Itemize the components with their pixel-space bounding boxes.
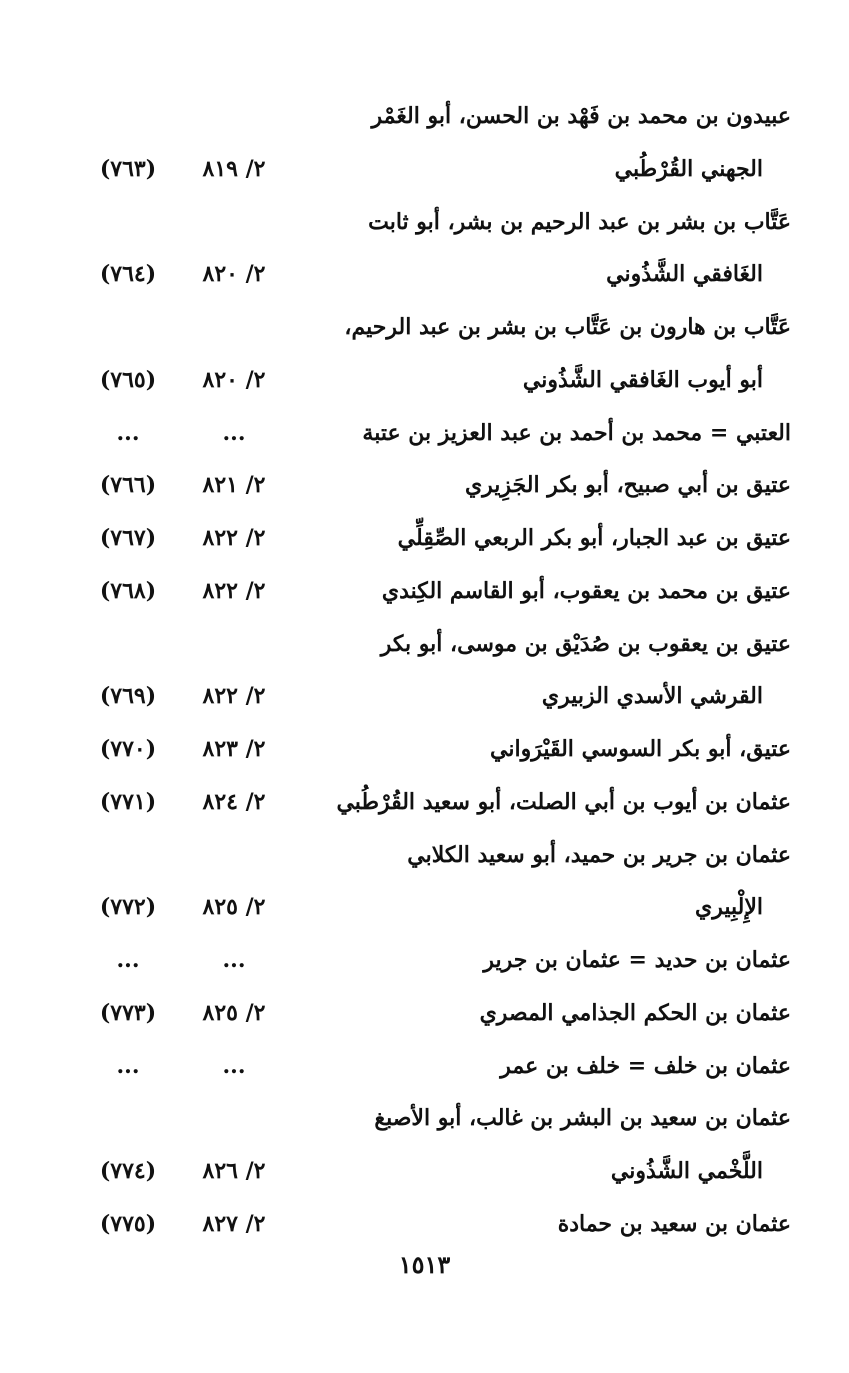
entry-name: عبيدون بن محمد بن فَهْد بن الحسن، أبو الغَمْر bbox=[371, 103, 791, 129]
volume-page-ref: ٢/ ٨٢٧ bbox=[202, 1211, 266, 1237]
entry-number: (٧٦٣) bbox=[99, 156, 157, 182]
entry-name: عتيق بن يعقوب بن صُدَيْق بن موسى، أبو بكر bbox=[380, 631, 791, 657]
entry-name: عتيق، أبو بكر السوسي القَيْرَواني bbox=[490, 736, 791, 762]
volume-page-ref: ... bbox=[222, 1053, 246, 1079]
index-line bbox=[0, 459, 849, 511]
volume-page-ref: ... bbox=[222, 947, 246, 973]
entry-name: عثمان بن حديد = عثمان بن جرير bbox=[483, 947, 791, 973]
index-line bbox=[0, 1040, 849, 1092]
entry-name: عَتَّاب بن بشر بن عبد الرحيم بن بشر، أبو ثابت bbox=[368, 209, 791, 235]
entry-name: العتبي = محمد بن أحمد بن عبد العزيز بن عتبة bbox=[362, 420, 791, 446]
index-line bbox=[0, 776, 849, 828]
volume-page-ref: ٢/ ٨٢٤ bbox=[202, 789, 266, 815]
entry-name: عتيق بن محمد بن يعقوب، أبو القاسم الكِندي bbox=[381, 578, 791, 604]
entry-name: عثمان بن الحكم الجذامي المصري bbox=[479, 1000, 791, 1026]
entry-number: (٧٦٤) bbox=[99, 261, 157, 287]
volume-page-ref: ... bbox=[222, 420, 246, 446]
entry-name: عثمان بن سعيد بن البشر بن غالب، أبو الأصبغ bbox=[374, 1105, 791, 1131]
entry-number: (٧٦٧) bbox=[99, 525, 157, 551]
entry-name: عثمان بن جرير بن حميد، أبو سعيد الكلابي bbox=[407, 842, 791, 868]
volume-page-ref: ٢/ ٨٢٠ bbox=[202, 261, 266, 287]
entry-number: ... bbox=[116, 1053, 140, 1079]
volume-page-ref: ٢/ ٨٢٢ bbox=[202, 578, 266, 604]
entry-name: عثمان بن أيوب بن أبي الصلت، أبو سعيد القُرْطُبي bbox=[336, 789, 791, 815]
index-line bbox=[0, 248, 849, 300]
entry-name: عتيق بن عبد الجبار، أبو بكر الربعي الصِّقِلِّي bbox=[397, 525, 791, 551]
index-line bbox=[0, 90, 849, 142]
entry-number: (٧٦٥) bbox=[99, 367, 157, 393]
index-line bbox=[0, 829, 849, 881]
volume-page-ref: ٢/ ٨٢٣ bbox=[202, 736, 266, 762]
entry-number: (٧٧٥) bbox=[99, 1211, 157, 1237]
index-line bbox=[0, 143, 849, 195]
entry-number: (٧٧٣) bbox=[99, 1000, 157, 1026]
index-line bbox=[0, 670, 849, 722]
page-number: ١٥١٣ bbox=[398, 1250, 451, 1279]
volume-page-ref: ٢/ ٨٢٦ bbox=[202, 1158, 266, 1184]
volume-page-ref: ٢/ ٨٢٥ bbox=[202, 894, 266, 920]
entry-number: (٧٦٦) bbox=[99, 472, 157, 498]
index-line bbox=[0, 354, 849, 406]
entry-number: (٧٧٤) bbox=[99, 1158, 157, 1184]
index-line bbox=[0, 723, 849, 775]
index-line bbox=[0, 987, 849, 1039]
entry-number: (٧٦٩) bbox=[99, 683, 157, 709]
entry-number: ... bbox=[116, 420, 140, 446]
entry-name: عثمان بن سعيد بن حمادة bbox=[557, 1211, 791, 1237]
entry-name: عَتَّاب بن هارون بن عَتَّاب بن بشر بن عبد الرحيم، bbox=[344, 314, 791, 340]
index-line bbox=[0, 196, 849, 248]
entry-name: الجهني القُرْطُبي bbox=[614, 156, 763, 182]
volume-page-ref: ٢/ ٨٢٢ bbox=[202, 525, 266, 551]
entry-number: ... bbox=[116, 947, 140, 973]
entry-name: القرشي الأسدي الزبيري bbox=[541, 683, 763, 709]
volume-page-ref: ٢/ ٨١٩ bbox=[202, 156, 266, 182]
index-line bbox=[0, 1198, 849, 1250]
index-line bbox=[0, 1145, 849, 1197]
index-line bbox=[0, 881, 849, 933]
entry-name: الإِلْبِيري bbox=[695, 894, 763, 920]
index-line bbox=[0, 1092, 849, 1144]
entry-name: اللَّخْمي الشَّذُوني bbox=[610, 1158, 763, 1184]
index-line bbox=[0, 565, 849, 617]
volume-page-ref: ٢/ ٨٢٠ bbox=[202, 367, 266, 393]
index-line bbox=[0, 407, 849, 459]
entry-number: (٧٦٨) bbox=[99, 578, 157, 604]
entry-name: عثمان بن خلف = خلف بن عمر bbox=[500, 1053, 791, 1079]
index-line bbox=[0, 512, 849, 564]
index-line bbox=[0, 934, 849, 986]
index-line bbox=[0, 618, 849, 670]
entry-name: أبو أيوب الغَافقي الشَّذُوني bbox=[522, 367, 763, 393]
volume-page-ref: ٢/ ٨٢٥ bbox=[202, 1000, 266, 1026]
entry-number: (٧٧١) bbox=[99, 789, 157, 815]
volume-page-ref: ٢/ ٨٢٢ bbox=[202, 683, 266, 709]
entry-number: (٧٧٢) bbox=[99, 894, 157, 920]
entry-name: الغَافقي الشَّذُوني bbox=[606, 261, 763, 287]
entry-number: (٧٧٠) bbox=[99, 736, 157, 762]
index-line bbox=[0, 301, 849, 353]
entry-name: عتيق بن أبي صبيح، أبو بكر الجَزِيري bbox=[464, 472, 791, 498]
volume-page-ref: ٢/ ٨٢١ bbox=[202, 472, 266, 498]
